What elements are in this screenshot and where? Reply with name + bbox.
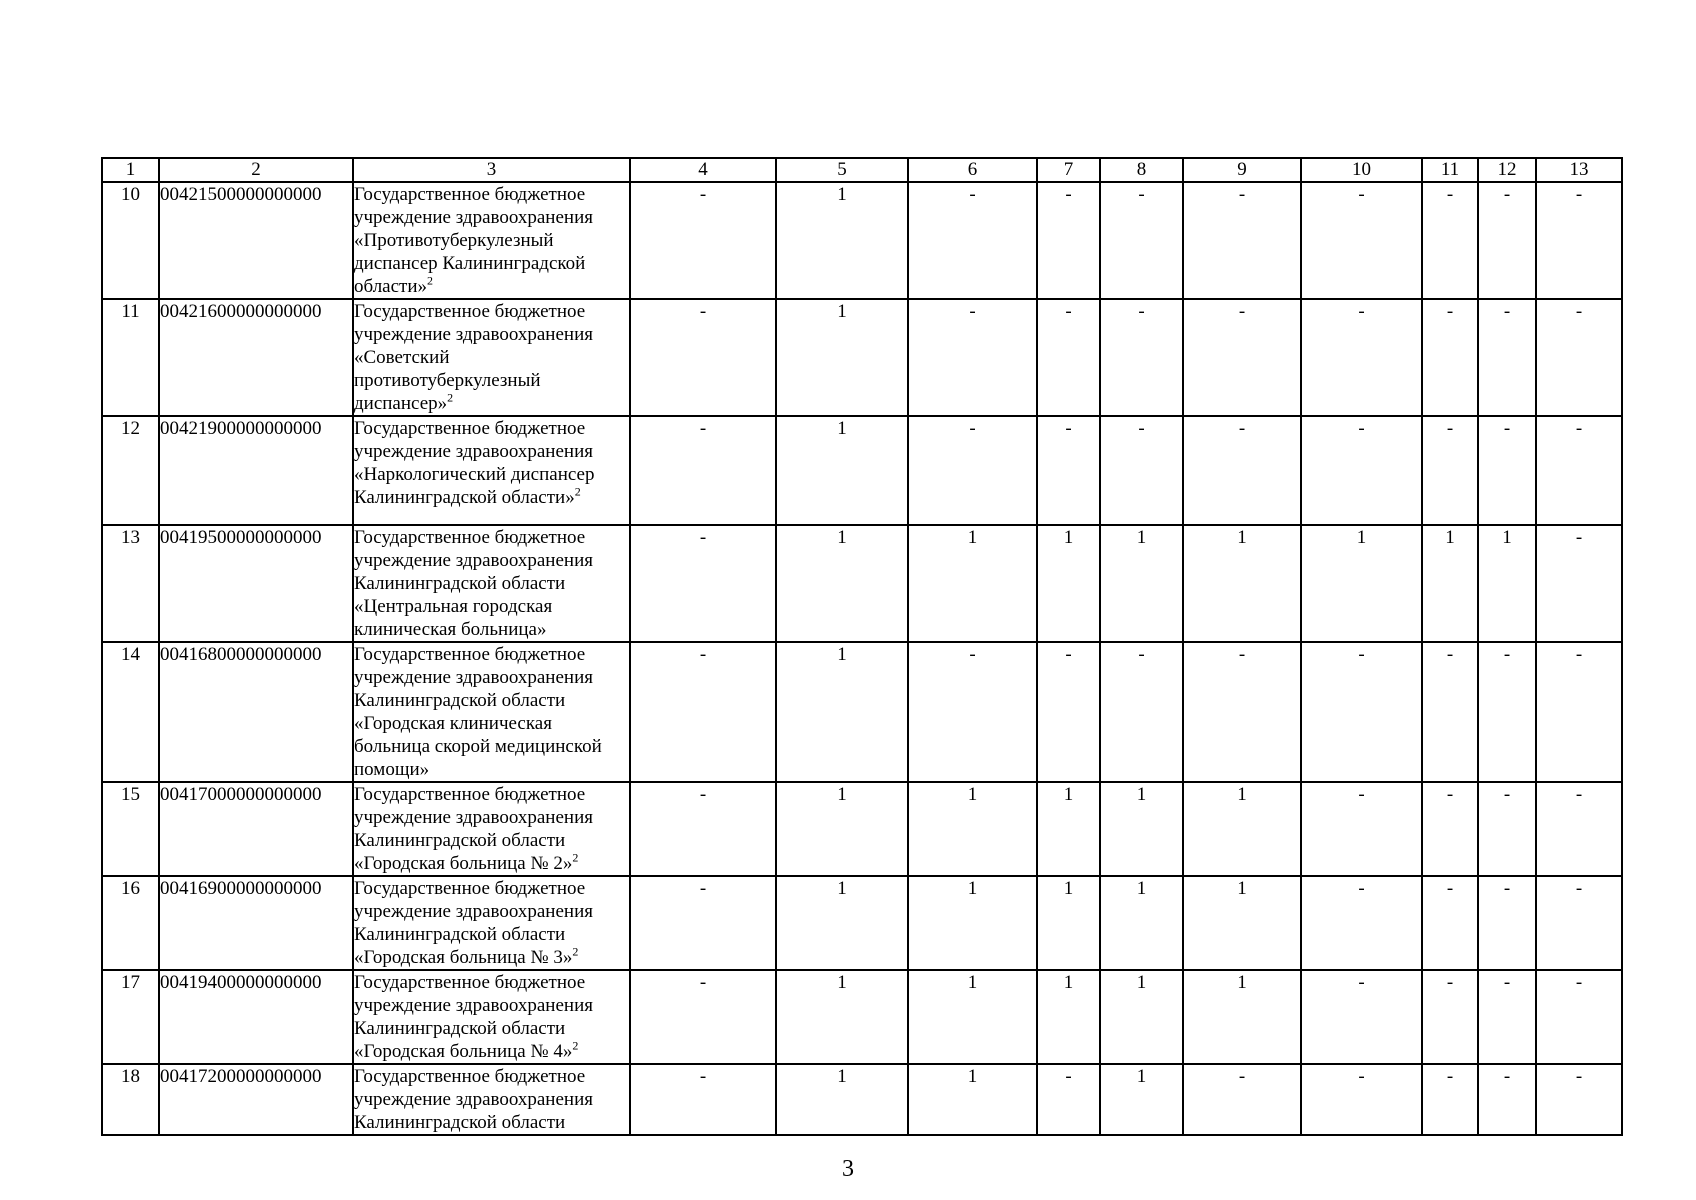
footnote-marker: 2 [572, 1038, 579, 1053]
value-cell: - [1037, 416, 1100, 525]
row-number: 12 [102, 416, 159, 525]
footnote-marker: 2 [574, 484, 581, 499]
value-cell: - [630, 299, 776, 416]
value-cell: - [1037, 182, 1100, 299]
institution-code: 00421500000000000 [159, 182, 353, 299]
value-cell: - [630, 416, 776, 525]
value-cell: - [1422, 416, 1478, 525]
value-cell: 1 [1100, 1064, 1183, 1135]
institution-name-cell [353, 782, 630, 876]
row-number: 17 [102, 970, 159, 1064]
value-cell: - [1422, 299, 1478, 416]
row-number: 13 [102, 525, 159, 642]
institution-name: Государственное бюджетное учреждение здравоохранения Калининградской области «Городская больница № 2» [354, 784, 593, 874]
value-cell: - [1422, 1064, 1478, 1135]
institution-name-cell [353, 525, 630, 642]
value-cell: 1 [776, 525, 908, 642]
institution-name-cell [353, 1064, 630, 1135]
value-cell: - [908, 182, 1037, 299]
value-cell: 1 [1183, 525, 1301, 642]
value-cell: - [1183, 642, 1301, 782]
value-cell: - [1301, 782, 1422, 876]
value-cell: 1 [776, 642, 908, 782]
value-cell: - [1037, 1064, 1100, 1135]
column-header: 11 [1422, 158, 1478, 182]
institution-code: 00417000000000000 [159, 782, 353, 876]
value-cell: - [1422, 970, 1478, 1064]
page-number: 3 [842, 1156, 854, 1182]
institution-code: 00421600000000000 [159, 299, 353, 416]
value-cell: 1 [776, 970, 908, 1064]
row-number: 16 [102, 876, 159, 970]
institution-name-cell [353, 299, 630, 416]
value-cell: - [1478, 782, 1536, 876]
column-header: 7 [1037, 158, 1100, 182]
value-cell: 1 [776, 416, 908, 525]
institution-code: 00419400000000000 [159, 970, 353, 1064]
value-cell: - [1478, 970, 1536, 1064]
value-cell: - [1183, 299, 1301, 416]
value-cell: 1 [776, 182, 908, 299]
value-cell: - [1037, 299, 1100, 416]
value-cell: - [1536, 182, 1622, 299]
value-cell: - [1301, 1064, 1422, 1135]
value-cell: - [1478, 1064, 1536, 1135]
value-cell: - [908, 642, 1037, 782]
column-header: 13 [1536, 158, 1622, 182]
institution-code: 00416900000000000 [159, 876, 353, 970]
column-header: 2 [159, 158, 353, 182]
value-cell: 1 [776, 782, 908, 876]
value-cell: - [1478, 182, 1536, 299]
value-cell: - [1301, 299, 1422, 416]
value-cell: - [1301, 970, 1422, 1064]
institution-name: Государственное бюджетное учреждение здравоохранения Калининградской области «Центральная городская клиническая больница» [354, 527, 593, 640]
table-row [102, 525, 1622, 642]
column-header: 12 [1478, 158, 1536, 182]
institution-name-cell [353, 642, 630, 782]
footnote-marker: 2 [427, 273, 434, 288]
value-cell: 1 [908, 970, 1037, 1064]
value-cell: - [630, 642, 776, 782]
value-cell: 1 [1478, 525, 1536, 642]
institution-code: 00417200000000000 [159, 1064, 353, 1135]
footnote-marker: 2 [572, 944, 579, 959]
column-header: 6 [908, 158, 1037, 182]
value-cell: 1 [908, 876, 1037, 970]
footnote-marker: 2 [572, 850, 579, 865]
value-cell: 1 [1037, 782, 1100, 876]
value-cell: 1 [776, 1064, 908, 1135]
institution-name: Государственное бюджетное учреждение здравоохранения Калининградской области «Городская больница № 3» [354, 878, 593, 968]
value-cell: 1 [1100, 970, 1183, 1064]
column-header: 8 [1100, 158, 1183, 182]
value-cell: 1 [908, 1064, 1037, 1135]
institution-code: 00419500000000000 [159, 525, 353, 642]
row-number: 15 [102, 782, 159, 876]
value-cell: - [1422, 182, 1478, 299]
value-cell: - [1301, 416, 1422, 525]
value-cell: 1 [1183, 782, 1301, 876]
header-row [102, 158, 1622, 182]
table-row [102, 642, 1622, 782]
value-cell: 1 [776, 876, 908, 970]
value-cell: 1 [1037, 970, 1100, 1064]
value-cell: - [1536, 1064, 1622, 1135]
value-cell: - [1422, 642, 1478, 782]
table-row [102, 1064, 1622, 1135]
institutions-table [101, 157, 1623, 1136]
institution-name: Государственное бюджетное учреждение здравоохранения Калининградской области «Городская больница № 4» [354, 972, 593, 1062]
institution-code: 00416800000000000 [159, 642, 353, 782]
value-cell: - [1536, 416, 1622, 525]
row-number: 11 [102, 299, 159, 416]
value-cell: - [630, 970, 776, 1064]
value-cell: - [1100, 416, 1183, 525]
value-cell: 1 [1183, 970, 1301, 1064]
value-cell: - [1536, 525, 1622, 642]
value-cell: - [1536, 970, 1622, 1064]
value-cell: - [1536, 782, 1622, 876]
value-cell: - [630, 1064, 776, 1135]
institution-name: Государственное бюджетное учреждение здравоохранения «Противотуберкулезный диспансер Калининградской области» [354, 184, 593, 297]
value-cell: 1 [908, 525, 1037, 642]
footnote-marker: 2 [447, 390, 454, 405]
value-cell: - [1301, 182, 1422, 299]
value-cell: - [630, 182, 776, 299]
value-cell: - [1183, 1064, 1301, 1135]
value-cell: 1 [1037, 525, 1100, 642]
value-cell: - [630, 876, 776, 970]
column-header: 9 [1183, 158, 1301, 182]
value-cell: - [1301, 876, 1422, 970]
column-header: 4 [630, 158, 776, 182]
value-cell: 1 [1183, 876, 1301, 970]
institution-name: Государственное бюджетное учреждение здравоохранения «Наркологический диспансер Калининградской области» [354, 418, 595, 508]
row-number: 18 [102, 1064, 159, 1135]
value-cell: 1 [1100, 525, 1183, 642]
column-header: 10 [1301, 158, 1422, 182]
value-cell: 1 [776, 299, 908, 416]
value-cell: 1 [1100, 782, 1183, 876]
column-header: 3 [353, 158, 630, 182]
table-row [102, 299, 1622, 416]
institution-name: Государственное бюджетное учреждение здравоохранения Калининградской области [354, 1066, 593, 1133]
value-cell: - [908, 299, 1037, 416]
institution-name-cell [353, 416, 630, 525]
institution-name-cell [353, 970, 630, 1064]
value-cell: - [630, 782, 776, 876]
institution-name: Государственное бюджетное учреждение здравоохранения «Советский противотуберкулезный диспансер» [354, 301, 593, 414]
value-cell: - [1478, 642, 1536, 782]
value-cell: - [1100, 299, 1183, 416]
value-cell: - [1536, 299, 1622, 416]
table-row [102, 970, 1622, 1064]
institution-code: 00421900000000000 [159, 416, 353, 525]
value-cell: - [1478, 299, 1536, 416]
value-cell: - [1100, 642, 1183, 782]
value-cell: - [1183, 416, 1301, 525]
value-cell: - [1478, 416, 1536, 525]
institution-name-cell [353, 876, 630, 970]
institution-name: Государственное бюджетное учреждение здравоохранения Калининградской области «Городская клиническая больница скорой медицинской помощи» [354, 644, 602, 780]
value-cell: - [1422, 782, 1478, 876]
value-cell: - [1183, 182, 1301, 299]
value-cell: 1 [908, 782, 1037, 876]
value-cell: 1 [1301, 525, 1422, 642]
table-row [102, 182, 1622, 299]
value-cell: - [630, 525, 776, 642]
value-cell: 1 [1422, 525, 1478, 642]
value-cell: 1 [1100, 876, 1183, 970]
column-header: 1 [102, 158, 159, 182]
column-header: 5 [776, 158, 908, 182]
value-cell: - [1536, 642, 1622, 782]
value-cell: - [1100, 182, 1183, 299]
value-cell: - [1478, 876, 1536, 970]
value-cell: - [908, 416, 1037, 525]
row-number: 10 [102, 182, 159, 299]
institution-name-cell [353, 182, 630, 299]
value-cell: - [1536, 876, 1622, 970]
table-row [102, 876, 1622, 970]
table-row [102, 416, 1622, 525]
row-number: 14 [102, 642, 159, 782]
value-cell: - [1037, 642, 1100, 782]
value-cell: - [1422, 876, 1478, 970]
value-cell: 1 [1037, 876, 1100, 970]
table-row [102, 782, 1622, 876]
value-cell: - [1301, 642, 1422, 782]
